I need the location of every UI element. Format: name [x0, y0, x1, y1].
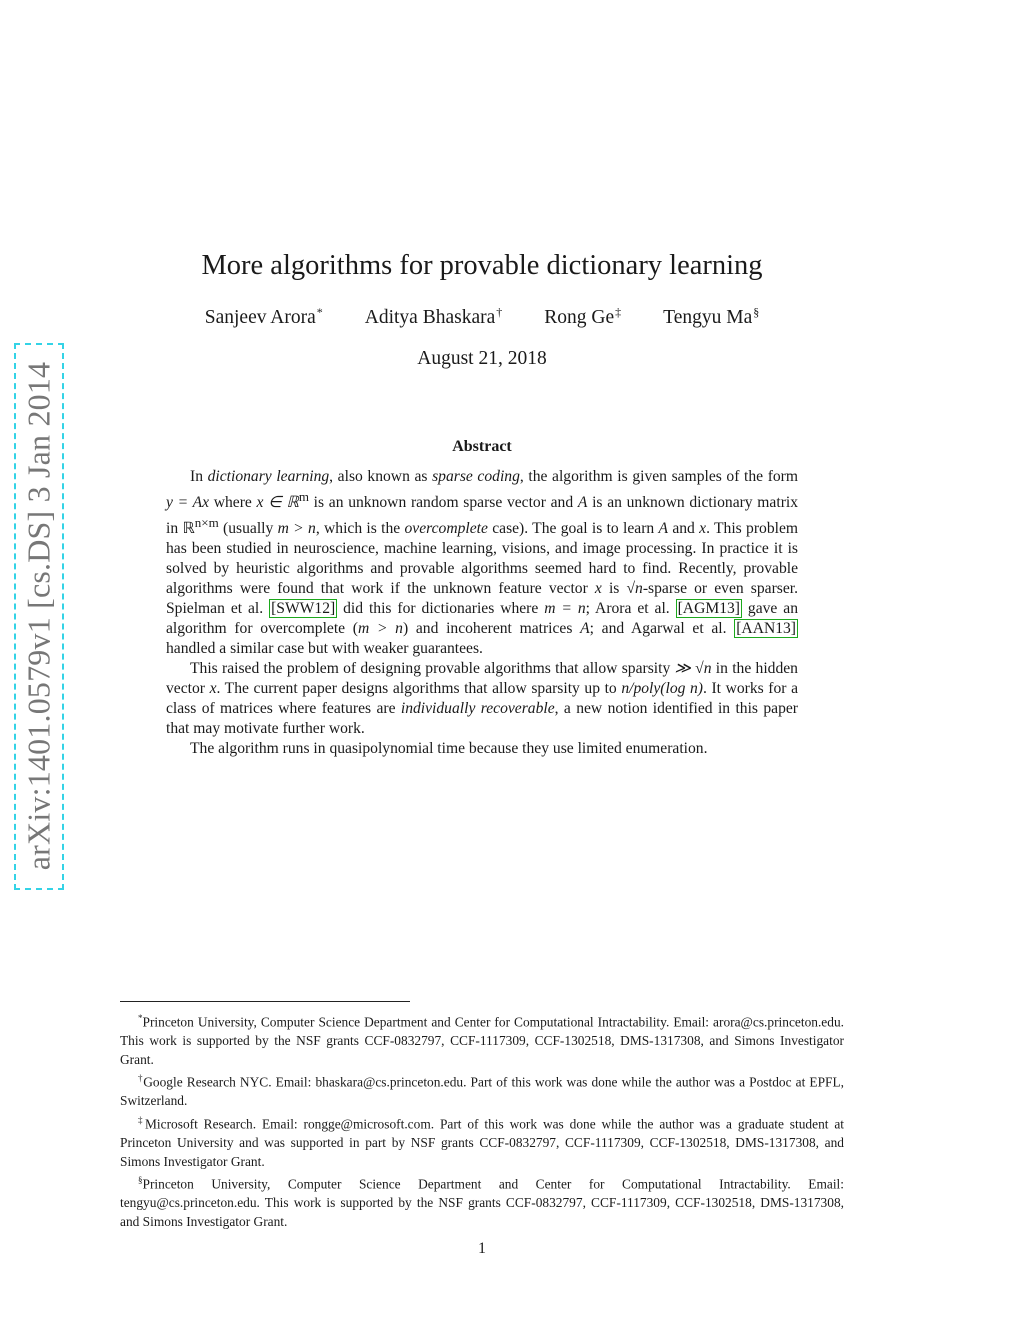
author-arora [205, 307, 323, 329]
author-mark: ‡ [615, 305, 622, 319]
footnote-text: Google Research NYC. Email: bhaskara@cs.princeton.edu. Part of this work was done while the author was a Postdoc at EPFL, Switzerland. [120, 1074, 844, 1109]
footnote-text: Microsoft Research. Email: rongge@microsoft.com. Part of this work was done while the author was a graduate student at Princeton University and was supported in part by NSF grants CCF-0832797, CCF-1117309, CCF-1302518, DMS-1317308, and Simons Investigator Grant. [120, 1116, 845, 1169]
text-run: gave an algorithm for overcomplete ( [166, 600, 798, 638]
math: ≫ √n [674, 660, 712, 678]
math: √n [626, 580, 643, 598]
math-superscript: n×m [194, 515, 219, 531]
math-superscript: m [298, 489, 309, 504]
text-run: is [601, 580, 627, 598]
abstract-paragraph-3: The algorithm runs in quasipolynomial time because they use limited enumeration. [190, 740, 708, 758]
text-run: ; and Agarwal et al. [589, 620, 735, 638]
text-run: -sparse or even sparser. Spielman et al. [166, 580, 799, 618]
math: n/poly(log n) [621, 680, 703, 698]
text-run: In [190, 468, 208, 485]
math: m > n [357, 620, 403, 638]
text-run: is an unknown random sparse vector and [308, 494, 578, 512]
author-name: Aditya Bhaskara [364, 307, 496, 328]
author-mark: * [316, 305, 323, 319]
emphasis: individually recoverable [400, 700, 555, 718]
text-run: is an unknown dictionary matrix in [166, 494, 799, 538]
paper-title: More algorithms for provable dictionary learning [201, 250, 763, 281]
math: x ∈ ℝ [256, 494, 299, 512]
footnote-mark: † [138, 1073, 144, 1084]
author-name: Sanjeev Arora [204, 307, 316, 328]
citation-link[interactable]: [AAN13] [736, 620, 796, 638]
emphasis: dictionary learning [207, 468, 330, 485]
footnotes [120, 1009, 844, 1231]
text-run: . It works for a class of matrices where features are [166, 680, 798, 718]
text-run: handled a similar case but with weaker guarantees. [166, 640, 483, 658]
arxiv-stamp-text: arXiv:1401.0579v1 [cs.DS] 3 Jan 2014 [20, 361, 57, 871]
text-run: . This problem has been studied in neuroscience, machine learning, visions, and image processing. In practice it is solved by heuristic algorithms and provable algorithms seemed hard to find. Recently, provable algorithms were found that work if the unknown feature vector [166, 520, 799, 598]
page-number: 1 [478, 1240, 486, 1257]
author-mark: † [496, 305, 503, 319]
footnote-mark: § [138, 1175, 143, 1186]
text-run: , a new notion identified in this paper that may motivate further work. [166, 700, 798, 738]
text-run: , also known as [329, 468, 433, 485]
author-name: Rong Ge [544, 307, 615, 328]
paper-date: August 21, 2018 [417, 348, 547, 369]
math: m > n [277, 520, 316, 538]
footnote-rule [120, 1001, 410, 1002]
footnote-mark: ‡ [138, 1114, 146, 1125]
arxiv-stamp [14, 343, 64, 890]
emphasis: sparse coding [432, 468, 520, 485]
math: A [580, 620, 590, 638]
abstract-body [166, 467, 798, 759]
text-run: ) and incoherent matrices [402, 620, 581, 638]
text-run: ; Arora et al. [585, 600, 676, 618]
text-run: and [668, 520, 700, 538]
text-run: where [209, 494, 257, 512]
author-mark: § [753, 305, 760, 319]
footnote [120, 1009, 844, 1069]
footnote-text: Princeton University, Computer Science Department and Center for Computational Intractability. Email: tengyu@cs.princeton.edu. This work is supported by the NSF grants CCF-0832797, CCF-1117309, CCF-1302518, DMS-1317308, and Simons Investigator Grant. [120, 1176, 844, 1229]
footnote [120, 1171, 844, 1231]
text-run: (usually [218, 520, 278, 538]
abstract-paragraph-1 [166, 467, 798, 659]
text-run: This raised the problem of designing provable algorithms that allow sparsity [190, 660, 675, 678]
math: x [209, 680, 217, 698]
text-run: . The current paper designs algorithms that allow sparsity up to [216, 680, 622, 698]
footnote-text: Princeton University, Computer Science Department and Center for Computational Intractability. Email: arora@cs.princeton.edu. This work is supported by the NSF grants CCF-0832797, CCF-1117309, CCF-1302518, DMS-1317308, and Simons Investigator Grant. [120, 1014, 844, 1067]
text-run: in the hidden vector [166, 660, 798, 698]
footnote-mark: * [138, 1013, 143, 1023]
text-run: , which is the [315, 520, 405, 538]
math: y = Ax [166, 494, 210, 512]
math: ℝ [182, 520, 195, 538]
citation-link[interactable]: [SWW12] [271, 600, 336, 618]
footnote [120, 1111, 844, 1171]
author-name: Tengyu Ma [663, 307, 753, 328]
math: x [699, 520, 707, 538]
author-ge [544, 307, 621, 329]
author-ma [663, 307, 759, 329]
citation-link[interactable]: [AGM13] [677, 600, 740, 618]
math: m = n [544, 600, 586, 618]
math: x [594, 580, 602, 598]
author-list [0, 307, 964, 329]
abstract-heading: Abstract [452, 438, 512, 455]
math: A [577, 494, 588, 512]
text-run: case). The goal is to learn [487, 520, 659, 538]
text-run: did this for dictionaries where [337, 600, 545, 618]
abstract-paragraph-2 [166, 659, 798, 739]
author-bhaskara [365, 307, 503, 329]
footnote [120, 1069, 844, 1111]
math: A [658, 520, 669, 538]
emphasis: overcomplete [404, 520, 488, 538]
text-run: , the algorithm is given samples of the form [519, 468, 799, 485]
